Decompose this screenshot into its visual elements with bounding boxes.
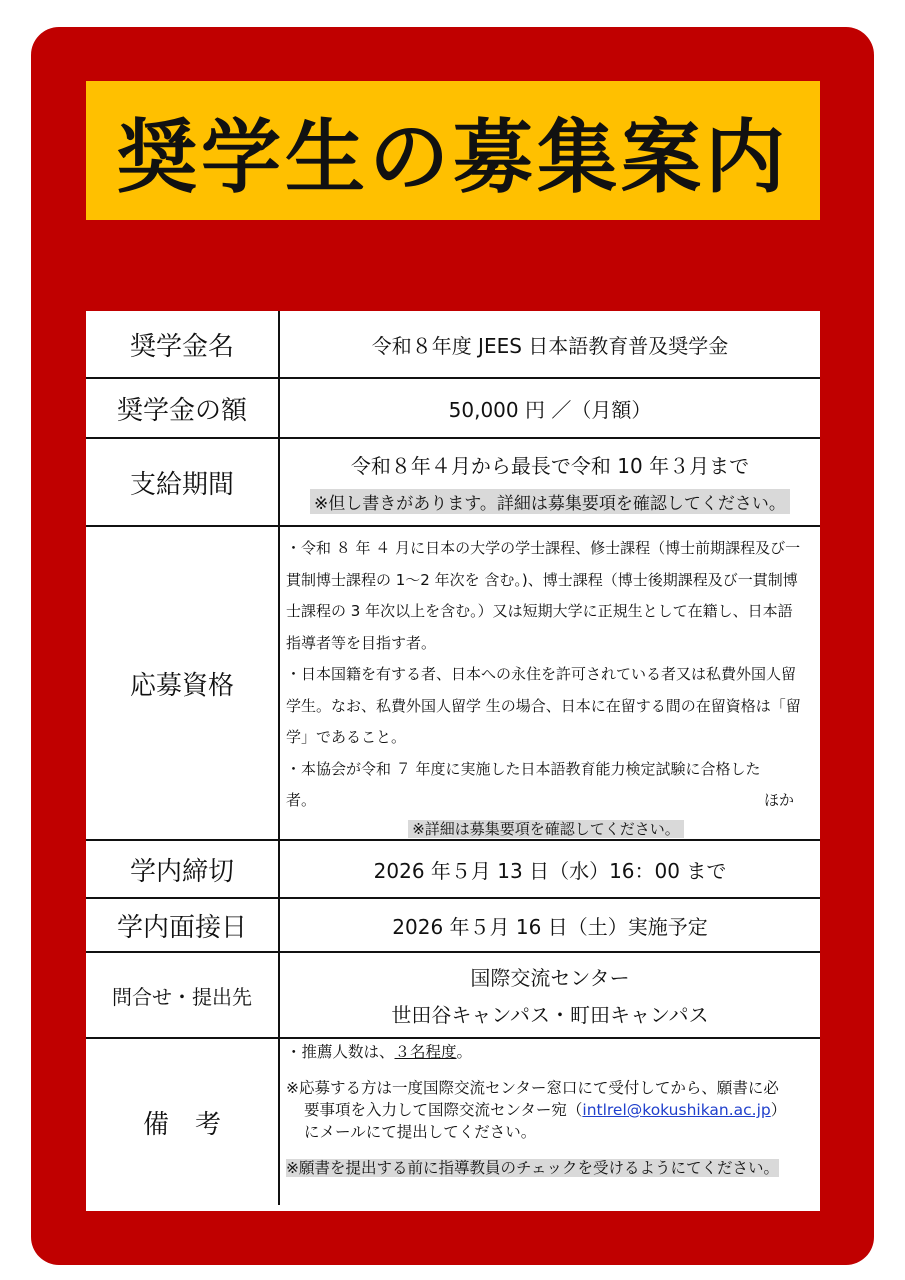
title-banner: [86, 81, 820, 220]
value-amount: [280, 379, 820, 437]
eligibility-item-tail: [286, 785, 806, 817]
remarks-check-text: ※願書を提出する前に指導教員のチェックを受けるようにてください。: [286, 1159, 780, 1177]
remarks-apply-text: 要事項を入力して国際交流センター宛（: [304, 1101, 583, 1119]
value-scholarship-name: [280, 311, 820, 377]
label-scholarship-name: 奨学金名: [129, 331, 234, 362]
value-remarks: [286, 1041, 818, 1179]
remarks-apply-line3: にメールにて提出してください。: [304, 1123, 537, 1141]
eligibility-note: [286, 817, 806, 841]
value-contact: [280, 953, 820, 1037]
deadline-text: 2026 年５月 13 日（水）16：00 まで: [373, 858, 727, 883]
label-period: 支給期間: [129, 469, 234, 500]
eligibility-tail-text: 者。: [286, 791, 317, 809]
remarks-apply-bracket: ）: [770, 1101, 787, 1119]
eligibility-item: ・令和 ８ 年 ４ 月に日本の大学の学士課程、修士課程（博士前期課程及び一貫制博士課程の 1～2 年次を 含む。)、博士課程（博士後期課程及び一貫制博士課程の 3 年次以上を含む。）又は短期大学に正規生として在籍し、日本語指導者等を目指す者。: [286, 539, 801, 652]
label-deadline: 学内締切: [129, 856, 234, 887]
remarks-recommend: [286, 1041, 818, 1063]
interview-text: 2026 年５月 16 日（土）実施予定: [392, 914, 708, 939]
remarks-apply-line1: ※応募する方は一度国際交流センター窓口にて受付してから、願書に必: [286, 1079, 779, 1097]
label-remarks: 備 考: [142, 1109, 221, 1140]
remarks-apply-line2: [286, 1099, 818, 1121]
scholarship-name-text: 令和８年度 JEES 日本語教育普及奨学金: [371, 333, 729, 358]
remarks-check: [286, 1157, 818, 1179]
email-link[interactable]: intlrel@kokushikan.ac.jp: [582, 1101, 771, 1119]
amount-text: 50,000 円 ／（月額）: [448, 397, 652, 422]
eligibility-item: ・本協会が令和 ７ 年度に実施した日本語教育能力検定試験に合格した: [286, 759, 761, 778]
label-interview: 学内面接日: [116, 912, 247, 943]
eligibility-note-text: ※詳細は募集要項を確認してください。: [408, 820, 684, 838]
period-text: 令和８年４月から最長で令和 10 年３月まで: [350, 454, 750, 478]
value-eligibility: [286, 533, 806, 841]
value-interview: [280, 899, 820, 951]
value-period: [280, 439, 820, 525]
contact-line2: 世田谷キャンパス・町田キャンパス: [391, 1003, 709, 1027]
info-table: [86, 311, 820, 1211]
eligibility-hoka: ほか: [763, 791, 794, 809]
remarks-recommend-prefix: ・推薦人数は、: [286, 1043, 395, 1061]
page-title: 奨学生の募集案内: [117, 111, 789, 204]
remarks-recommend-suffix: 。: [456, 1043, 473, 1061]
label-eligibility: 応募資格: [129, 670, 234, 701]
remarks-recommend-count: ３名程度: [394, 1043, 457, 1061]
contact-line1: 国際交流センター: [470, 966, 630, 990]
value-deadline: [280, 841, 820, 897]
label-contact: 問合せ・提出先: [112, 984, 252, 1009]
eligibility-item: ・日本国籍を有する者、日本への永住を許可されている者又は私費外国人留学生。なお、私費外国人留学 生の場合、日本に在留する間の在留資格は「留学」であること。: [286, 665, 801, 746]
period-note: ※但し書きがあります。詳細は募集要項を確認してください。: [310, 489, 790, 514]
label-amount: 奨学金の額: [116, 395, 247, 426]
